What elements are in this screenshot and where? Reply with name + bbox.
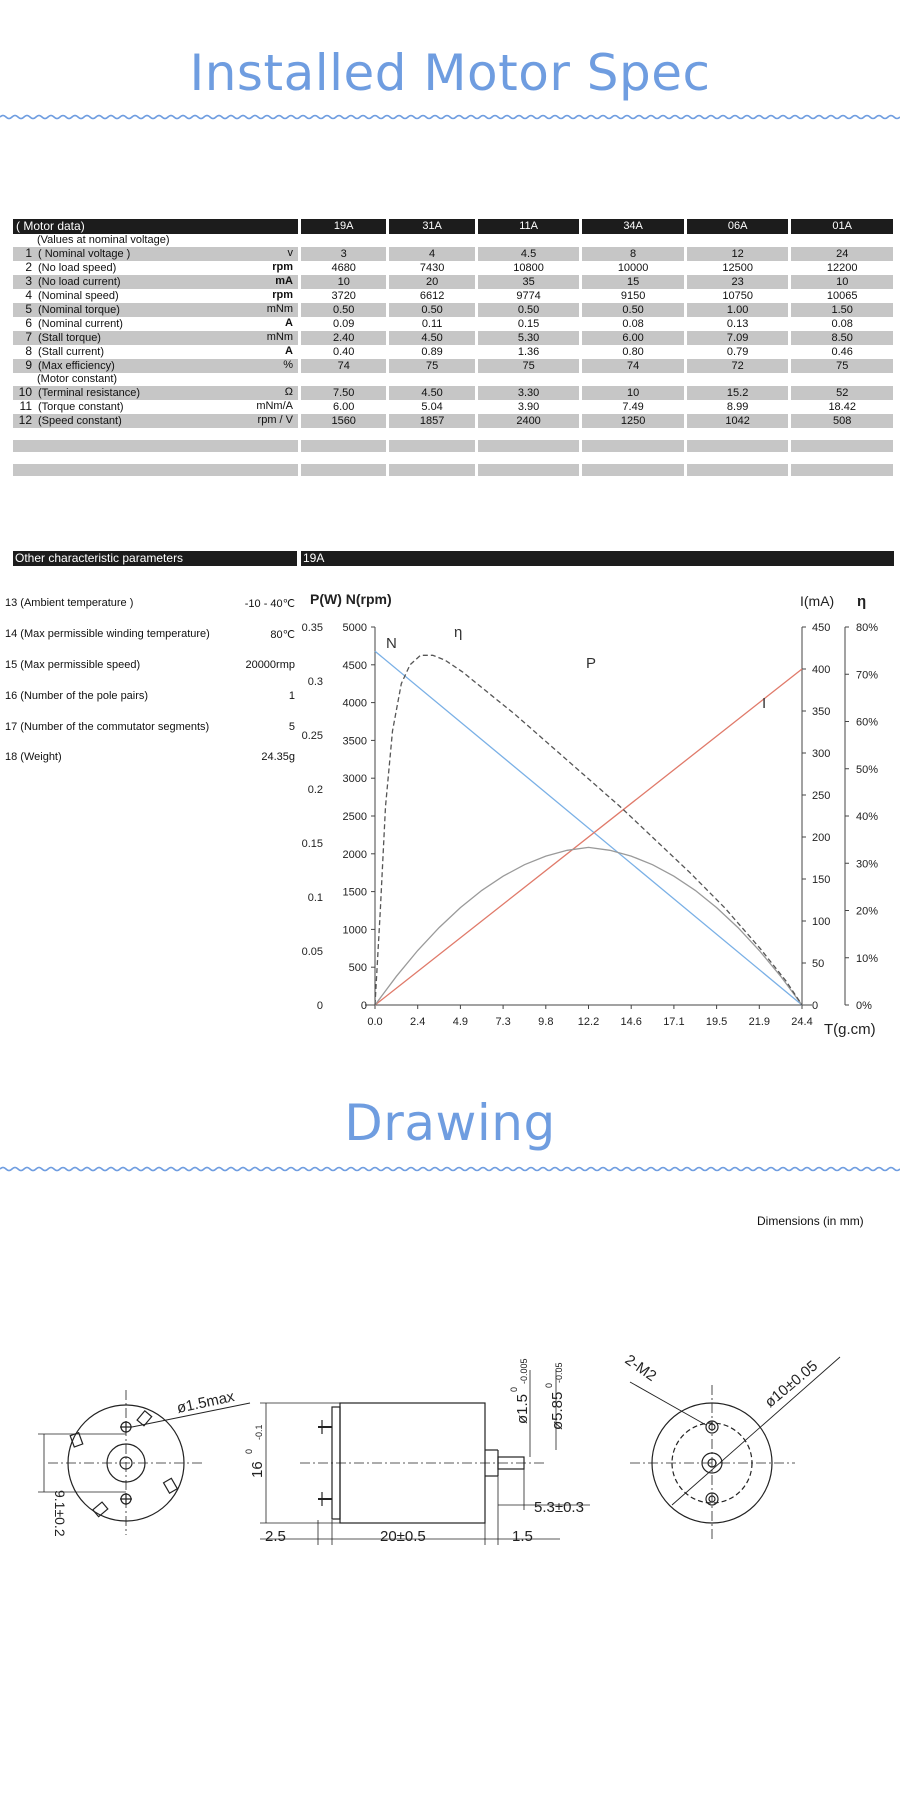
row-number: 10 <box>18 385 32 399</box>
p-tick-label: 0.05 <box>301 946 323 958</box>
table-cell: 0.50 <box>386 303 474 317</box>
param-item <box>5 597 295 610</box>
p-tick-label: 0.3 <box>307 676 323 688</box>
n-tick-label: 2000 <box>342 848 367 861</box>
table-row <box>13 317 893 331</box>
table-cell: 0.50 <box>579 303 684 317</box>
dim-2-5: 2.5 <box>265 1528 286 1545</box>
table-header-label: ( Motor data) <box>13 219 298 234</box>
param-value: 20000rmp <box>245 659 295 671</box>
table-cell: 0.11 <box>386 317 474 331</box>
table-cell: 5.30 <box>475 331 580 345</box>
param-label: 13 (Ambient temperature ) <box>5 597 134 609</box>
eta-axis-label: η <box>857 593 867 610</box>
table-row <box>13 386 893 400</box>
x-tick-label: 19.5 <box>705 1016 728 1028</box>
x-tick-label: 21.9 <box>748 1016 771 1028</box>
dim-20: 20±0.5 <box>380 1528 426 1545</box>
left-axis-label: P(W) N(rpm) <box>310 591 392 607</box>
model-header: 11A <box>475 219 580 234</box>
performance-chart <box>296 582 900 1042</box>
drawing-divider <box>0 1166 900 1174</box>
row-unit: A <box>285 317 293 329</box>
table-cell: 10 <box>298 275 386 289</box>
table-cell: 0.50 <box>298 303 386 317</box>
dim-d15-tol: 0 <box>509 1386 519 1392</box>
n-tick-label: 1000 <box>342 924 367 937</box>
table-cell: 1.50 <box>788 303 893 317</box>
table-cell: 9150 <box>579 289 684 303</box>
n-tick-label: 0 <box>360 1000 367 1012</box>
eta-tick-label: 70% <box>856 669 879 682</box>
table-cell: 10065 <box>788 289 893 303</box>
row-label: ( Nominal voltage ) <box>38 248 131 260</box>
nominal-note: (Values at nominal voltage) <box>13 234 893 247</box>
table-cell: 2400 <box>475 414 580 428</box>
x-axis-label: T(g.cm) <box>824 1021 876 1038</box>
eta-tick-label: 60% <box>856 716 879 729</box>
row-label: (Nominal speed) <box>38 290 119 302</box>
model-header: 01A <box>788 219 893 234</box>
row-number: 7 <box>25 330 32 344</box>
param-value: -10 - 40℃ <box>244 598 295 610</box>
table-row <box>13 275 893 289</box>
table-row <box>13 400 893 414</box>
dim-16: 16 <box>249 1461 266 1478</box>
table-cell: 23 <box>684 275 789 289</box>
n-tick-label: 4500 <box>342 659 367 672</box>
param-value: 5 <box>288 721 295 733</box>
row-number: 11 <box>19 399 32 413</box>
n-tick-label: 4000 <box>342 697 367 710</box>
row-unit: v <box>287 247 293 259</box>
table-cell: 5.04 <box>386 400 474 414</box>
x-tick-label: 14.6 <box>620 1016 642 1028</box>
x-tick-label: 17.1 <box>663 1016 685 1028</box>
table-cell: 10000 <box>579 261 684 275</box>
i-tick-label: 400 <box>812 664 831 676</box>
motor-drawing <box>0 1300 900 1580</box>
table-cell: 0.08 <box>788 317 893 331</box>
table-header-row <box>13 219 893 234</box>
table-cell: 15 <box>579 275 684 289</box>
table-cell: 6.00 <box>298 400 386 414</box>
table-cell: 7.09 <box>684 331 789 345</box>
dim-d10: ø10±0.05 <box>761 1357 822 1412</box>
table-cell: 7.50 <box>298 386 386 400</box>
table-row <box>13 414 893 428</box>
row-unit: Ω <box>284 386 293 398</box>
param-label: 18 (Weight) <box>5 751 62 763</box>
table-cell: 1.36 <box>475 345 580 359</box>
model-header: 06A <box>684 219 789 234</box>
i-tick-label: 450 <box>812 622 831 634</box>
model-header: 34A <box>579 219 684 234</box>
table-cell: 3720 <box>298 289 386 303</box>
series-label: P <box>586 655 597 672</box>
table-cell: 18.42 <box>788 400 893 414</box>
table-row <box>13 303 893 317</box>
table-cell: 72 <box>684 359 789 373</box>
table-cell: 10750 <box>684 289 789 303</box>
table-cell: 0.79 <box>684 345 789 359</box>
table-cell: 3 <box>298 247 386 261</box>
table-cell: 10800 <box>475 261 580 275</box>
table-cell: 8 <box>579 247 684 261</box>
param-item <box>5 751 295 763</box>
table-row <box>13 359 893 373</box>
model-header: 31A <box>386 219 474 234</box>
table-cell: 4.50 <box>386 331 474 345</box>
table-cell: 10 <box>788 275 893 289</box>
table-cell: 75 <box>788 359 893 373</box>
row-label: (No load current) <box>38 276 121 288</box>
x-tick-label: 0.0 <box>367 1016 383 1028</box>
series-label: N <box>386 635 397 652</box>
row-unit: A <box>285 345 293 357</box>
table-cell: 15.2 <box>684 386 789 400</box>
param-item <box>5 721 295 733</box>
param-label: 15 (Max permissible speed) <box>5 659 141 671</box>
p-tick-label: 0.2 <box>307 784 323 796</box>
table-cell: 0.89 <box>386 345 474 359</box>
param-value: 24.35g <box>261 751 295 763</box>
empty-row <box>13 464 893 476</box>
row-unit: rpm / V <box>257 414 293 426</box>
table-cell: 1560 <box>298 414 386 428</box>
table-cell: 12500 <box>684 261 789 275</box>
i-tick-label: 100 <box>812 916 831 928</box>
table-cell: 3.30 <box>475 386 580 400</box>
row-label: (No load speed) <box>38 262 117 274</box>
row-label: (Max efficiency) <box>38 360 115 372</box>
series-line-I <box>375 669 802 1005</box>
p-tick-label: 0.25 <box>301 730 323 742</box>
title-divider <box>0 114 900 122</box>
i-tick-label: 0 <box>812 1000 819 1012</box>
table-cell: 24 <box>788 247 893 261</box>
param-label: 16 (Number of the pole pairs) <box>5 690 149 702</box>
row-label: (Speed constant) <box>38 415 122 427</box>
table-cell: 1857 <box>386 414 474 428</box>
series-line-P <box>375 847 802 1005</box>
i-tick-label: 250 <box>812 790 831 802</box>
row-unit: mNm <box>266 331 293 343</box>
n-tick-label: 1500 <box>342 886 367 899</box>
param-item <box>5 659 295 671</box>
table-cell: 1250 <box>579 414 684 428</box>
dim-5-3: 5.3±0.3 <box>534 1499 584 1516</box>
table-cell: 0.15 <box>475 317 580 331</box>
table-cell: 0.40 <box>298 345 386 359</box>
drawing-title: Drawing <box>344 1094 556 1152</box>
row-unit: mA <box>275 275 293 287</box>
table-cell: 6.00 <box>579 331 684 345</box>
row-number: 3 <box>25 274 32 288</box>
n-tick-label: 500 <box>348 962 367 975</box>
table-cell: 10 <box>579 386 684 400</box>
table-row <box>13 289 893 303</box>
param-value: 80℃ <box>270 629 295 641</box>
i-tick-label: 300 <box>812 748 831 760</box>
eta-tick-label: 50% <box>856 763 879 776</box>
spec-title: Installed Motor Spec <box>189 44 711 102</box>
motor-data-table <box>13 219 893 476</box>
rear-view <box>38 1390 250 1535</box>
dimensions-note: Dimensions (in mm) <box>757 1214 864 1228</box>
row-label: (Terminal resistance) <box>38 387 141 399</box>
motor-constant-note: (Motor constant) <box>13 373 893 386</box>
param-value: 1 <box>288 690 295 702</box>
table-cell: 2.40 <box>298 331 386 345</box>
row-number: 5 <box>25 302 32 316</box>
param-item <box>5 690 295 702</box>
row-number: 1 <box>25 246 32 260</box>
eta-tick-label: 40% <box>856 811 879 823</box>
table-cell: 8.99 <box>684 400 789 414</box>
dim-16-tol-b: -0.1 <box>254 1424 264 1440</box>
table-cell: 1042 <box>684 414 789 428</box>
row-label: (Torque constant) <box>38 401 124 413</box>
table-cell: 8.50 <box>788 331 893 345</box>
dim-16-tol: 0 <box>244 1448 254 1454</box>
table-row <box>13 345 893 359</box>
table-row <box>13 331 893 345</box>
x-tick-label: 2.4 <box>410 1016 426 1028</box>
p-tick-label: 0.15 <box>301 838 323 850</box>
row-label: (Stall torque) <box>38 332 101 344</box>
row-unit: rpm <box>272 289 293 301</box>
table-cell: 0.08 <box>579 317 684 331</box>
table-row <box>13 261 893 275</box>
table-cell: 7.49 <box>579 400 684 414</box>
dim-d15: ø1.5 <box>514 1393 531 1424</box>
table-cell: 4.50 <box>386 386 474 400</box>
table-cell: 4680 <box>298 261 386 275</box>
table-cell: 0.80 <box>579 345 684 359</box>
table-cell: 12 <box>684 247 789 261</box>
n-tick-label: 3000 <box>342 773 367 786</box>
dim-d585-tol: 0 <box>544 1382 554 1388</box>
dim-d15-tol-b: -0.005 <box>519 1358 529 1384</box>
i-tick-label: 200 <box>812 832 831 844</box>
table-cell: 1.00 <box>684 303 789 317</box>
dim-d15max: ø1.5max <box>175 1388 236 1417</box>
row-number: 6 <box>25 316 32 330</box>
n-tick-label: 3500 <box>342 735 367 748</box>
p-tick-label: 0 <box>316 1000 323 1012</box>
model-header: 19A <box>298 219 386 234</box>
row-number: 12 <box>18 413 32 427</box>
eta-tick-label: 10% <box>856 952 879 965</box>
dim-9-1: 9.1±0.2 <box>52 1490 68 1537</box>
dim-d585: ø5.85 <box>549 1391 566 1430</box>
row-number: 2 <box>25 260 32 274</box>
table-cell: 7430 <box>386 261 474 275</box>
param-label: 17 (Number of the commutator segments) <box>5 721 210 733</box>
i-axis-label: I(mA) <box>800 593 835 609</box>
row-label: (Stall current) <box>38 346 105 358</box>
i-tick-label: 50 <box>812 958 825 970</box>
i-tick-label: 150 <box>812 874 831 886</box>
table-cell: 74 <box>298 359 386 373</box>
table-cell: 0.46 <box>788 345 893 359</box>
row-number: 8 <box>25 344 32 358</box>
eta-tick-label: 0% <box>856 1000 872 1012</box>
row-unit: mNm/A <box>256 400 293 412</box>
dim-1-5: 1.5 <box>512 1528 533 1545</box>
table-cell: 0.50 <box>475 303 580 317</box>
table-cell: 0.13 <box>684 317 789 331</box>
table-cell: 20 <box>386 275 474 289</box>
row-unit: % <box>283 359 293 371</box>
side-view <box>260 1370 590 1545</box>
series-label: η <box>454 624 463 641</box>
other-params-header: Other characteristic parameters <box>13 551 297 566</box>
empty-row <box>13 440 893 452</box>
i-tick-label: 350 <box>812 706 831 718</box>
eta-tick-label: 30% <box>856 858 879 871</box>
row-number: 4 <box>25 288 32 302</box>
x-tick-label: 7.3 <box>495 1016 511 1028</box>
table-cell: 74 <box>579 359 684 373</box>
table-cell: 35 <box>475 275 580 289</box>
table-cell: 6612 <box>386 289 474 303</box>
table-cell: 52 <box>788 386 893 400</box>
x-tick-label: 4.9 <box>452 1016 469 1028</box>
x-tick-label: 24.4 <box>791 1016 813 1028</box>
param-label: 14 (Max permissible winding temperature) <box>5 628 210 640</box>
table-cell: 9774 <box>475 289 580 303</box>
note-row <box>13 234 893 247</box>
table-cell: 4.5 <box>475 247 580 261</box>
x-tick-label: 12.2 <box>577 1016 600 1028</box>
row-label: (Nominal torque) <box>38 304 120 316</box>
series-line-N <box>375 651 802 1005</box>
eta-tick-label: 80% <box>856 622 879 634</box>
dim-d585-tol-b: -0.05 <box>554 1362 564 1383</box>
row-unit: rpm <box>272 261 293 273</box>
p-tick-label: 0.1 <box>307 892 323 904</box>
note-row <box>13 373 893 386</box>
table-cell: 3.90 <box>475 400 580 414</box>
table-cell: 508 <box>788 414 893 428</box>
n-tick-label: 2500 <box>342 811 367 823</box>
x-tick-label: 9.8 <box>538 1016 554 1028</box>
row-label: (Nominal current) <box>38 318 123 330</box>
chart-header: 19A <box>301 551 894 566</box>
dim-2-m2: 2-M2 <box>621 1351 660 1385</box>
eta-tick-label: 20% <box>856 905 879 918</box>
p-tick-label: 0.35 <box>301 622 323 634</box>
table-cell: 75 <box>475 359 580 373</box>
table-cell: 0.09 <box>298 317 386 331</box>
series-label: I <box>762 695 767 712</box>
param-item <box>5 628 295 641</box>
row-number: 9 <box>25 358 32 372</box>
table-cell: 12200 <box>788 261 893 275</box>
front-view <box>630 1357 840 1540</box>
row-unit: mNm <box>266 303 293 315</box>
table-cell: 75 <box>386 359 474 373</box>
table-cell: 4 <box>386 247 474 261</box>
n-tick-label: 5000 <box>342 622 367 634</box>
table-row <box>13 247 893 261</box>
